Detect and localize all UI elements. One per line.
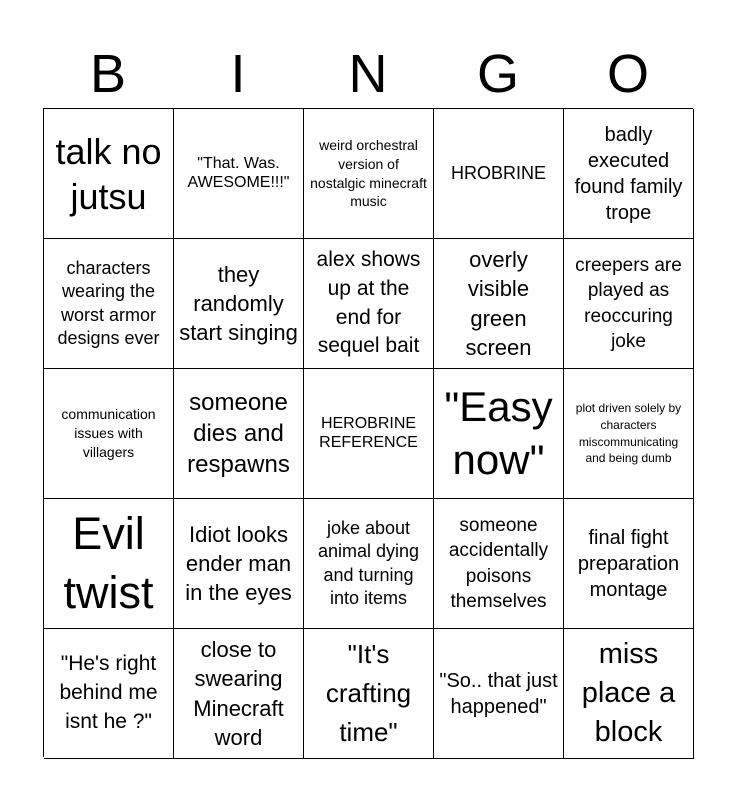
header-letter-b: B xyxy=(89,44,127,104)
bingo-cell-r1-c5[interactable]: badly executed found family trope xyxy=(564,109,694,239)
bingo-cell-r4-c4[interactable]: someone accidentally poisons themselves xyxy=(434,499,564,629)
bingo-cell-r4-c5[interactable]: final fight preparation montage xyxy=(564,499,694,629)
bingo-cell-r3-c5[interactable]: plot driven solely by characters miscommunicating and being dumb xyxy=(564,369,694,499)
bingo-cell-r3-c3[interactable]: HEROBRINE REFERENCE xyxy=(304,369,434,499)
bingo-cell-r1-c3[interactable]: weird orchestral version of nostalgic minecraft music xyxy=(304,109,434,239)
bingo-cell-r3-c2[interactable]: someone dies and respawns xyxy=(174,369,304,499)
bingo-cell-r2-c2[interactable]: they randomly start singing xyxy=(174,239,304,369)
bingo-cell-r1-c4[interactable]: HROBRINE xyxy=(434,109,564,239)
bingo-cell-r5-c1[interactable]: "He's right behind me isnt he ?" xyxy=(44,629,174,759)
header-letter-o: O xyxy=(606,44,649,104)
bingo-cell-r3-c4[interactable]: "Easy now" xyxy=(434,369,564,499)
bingo-cell-r2-c3[interactable]: alex shows up at the end for sequel bait xyxy=(304,239,434,369)
bingo-cell-r3-c1[interactable]: communication issues with villagers xyxy=(44,369,174,499)
bingo-cell-r2-c1[interactable]: characters wearing the worst armor designs ever xyxy=(44,239,174,369)
bingo-cell-r5-c2[interactable]: close to swearing Minecraft word xyxy=(174,629,304,759)
bingo-cell-r4-c3[interactable]: joke about animal dying and turning into items xyxy=(304,499,434,629)
bingo-header xyxy=(43,40,693,108)
bingo-cell-r5-c4[interactable]: "So.. that just happened" xyxy=(434,629,564,759)
bingo-cell-r2-c4[interactable]: overly visible green screen xyxy=(434,239,564,369)
bingo-cell-r4-c1[interactable]: Evil twist xyxy=(44,499,174,629)
bingo-cell-r5-c3[interactable]: "It's crafting time" xyxy=(304,629,434,759)
header-letter-i: I xyxy=(230,44,246,104)
bingo-cell-r4-c2[interactable]: Idiot looks ender man in the eyes xyxy=(174,499,304,629)
bingo-cell-r1-c2[interactable]: "That. Was. AWESOME!!!" xyxy=(174,109,304,239)
header-letter-g: G xyxy=(476,44,519,104)
bingo-cell-r2-c5[interactable]: creepers are played as reoccuring joke xyxy=(564,239,694,369)
header-letter-n: N xyxy=(348,44,388,104)
bingo-cell-r5-c5[interactable]: miss place a block xyxy=(564,629,694,759)
bingo-grid xyxy=(43,108,693,757)
bingo-cell-r1-c1[interactable]: talk no jutsu xyxy=(44,109,174,239)
